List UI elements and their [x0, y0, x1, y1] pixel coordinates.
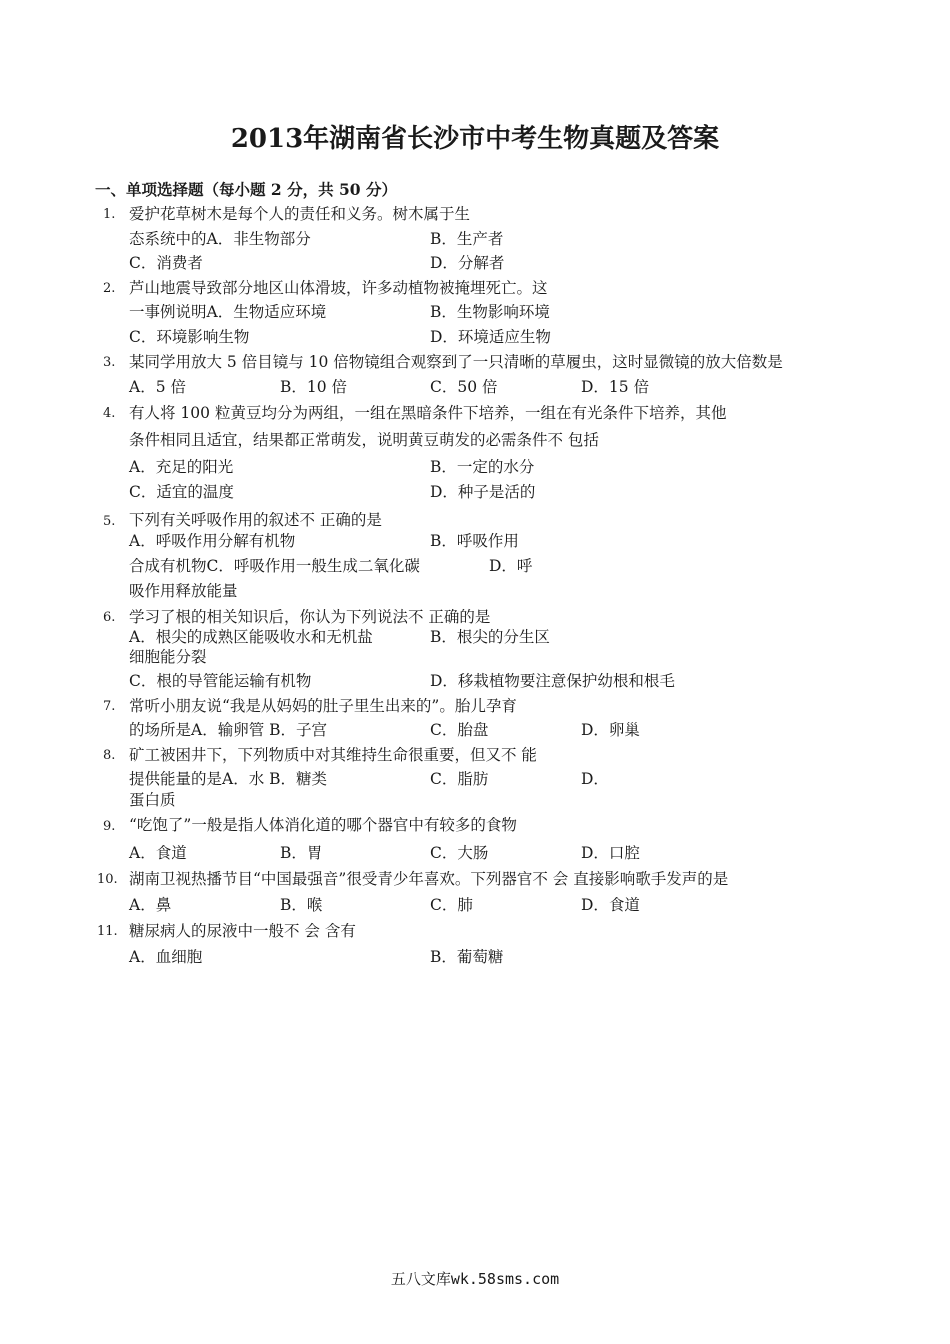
- question-text: 态系统中的A．非生物部分: [129, 230, 311, 248]
- option: D．呼: [489, 557, 533, 575]
- option: A．鼻: [129, 896, 172, 914]
- option: B．10 倍: [280, 378, 348, 396]
- section-heading: 一、单项选择题（每小题 2 分，共 50 分）: [95, 180, 397, 199]
- question-text: 湖南卫视热播节目“中国最强音”很受青少年喜欢。下列器官不 会 直接影响歌手发声的是: [129, 870, 729, 888]
- question-number: 9.: [103, 819, 116, 834]
- option: C．根的导管能运输有机物: [129, 672, 312, 690]
- option: 蛋白质: [129, 791, 176, 809]
- option: B．呼吸作用: [430, 532, 519, 550]
- option: D．15 倍: [581, 378, 650, 396]
- option: B．一定的水分: [430, 458, 535, 476]
- option: B．胃: [280, 844, 323, 862]
- option: A．根尖的成熟区能吸收水和无机盐: [129, 628, 373, 646]
- question-text: 学习了根的相关知识后，你认为下列说法不 正确的是: [129, 608, 491, 626]
- option: B．根尖的分生区: [430, 628, 550, 646]
- option: D．移栽植物要注意保护幼根和根毛: [430, 672, 675, 690]
- option: 细胞能分裂: [129, 648, 207, 666]
- option: C．大肠: [430, 844, 489, 862]
- option: B．生物影响环境: [430, 303, 550, 321]
- option: D．口腔: [581, 844, 640, 862]
- option: A．5 倍: [129, 378, 186, 396]
- question-text: 下列有关呼吸作用的叙述不 正确的是: [129, 511, 382, 529]
- question-text: “吃饱了”一般是指人体消化道的哪个器官中有较多的食物: [129, 816, 517, 834]
- question-text: 芦山地震导致部分地区山体滑坡，许多动植物被掩埋死亡。这: [129, 279, 548, 297]
- question-text: 爱护花草树木是每个人的责任和义务。树木属于生: [129, 205, 471, 223]
- footer-watermark: 五八文库wk.58sms.com: [390, 1270, 560, 1288]
- question-number: 4.: [103, 406, 116, 421]
- question-number: 1.: [103, 207, 116, 222]
- question-text: 矿工被困井下，下列物质中对其维持生命很重要，但又不 能: [129, 746, 537, 764]
- question-number: 2.: [103, 281, 116, 296]
- option: C．环境影响生物: [129, 328, 250, 346]
- option: D．分解者: [430, 254, 505, 272]
- option: B．生产者: [430, 230, 504, 248]
- option: B．葡萄糖: [430, 948, 504, 966]
- question-text: 一事例说明A．生物适应环境: [129, 303, 327, 321]
- option: C．胎盘: [430, 721, 489, 739]
- page-title: 2013年湖南省长沙市中考生物真题及答案: [230, 124, 720, 154]
- question-text: 糖尿病人的尿液中一般不 会 含有: [129, 922, 356, 940]
- option: 吸作用释放能量: [129, 582, 238, 600]
- question-number: 10.: [97, 872, 118, 887]
- option: 合成有机物C．呼吸作用一般生成二氧化碳: [129, 557, 420, 575]
- question-number: 7.: [103, 699, 116, 714]
- question-number: 5.: [103, 514, 116, 529]
- option: C．消费者: [129, 254, 203, 272]
- option: A．充足的阳光: [129, 458, 234, 476]
- question-number: 8.: [103, 748, 116, 763]
- option: A．食道: [129, 844, 187, 862]
- question-text: 常听小朋友说“我是从妈妈的肚子里生出来的”。胎儿孕育: [129, 697, 517, 715]
- question-text: 的场所是A．输卵管 B．子宫: [129, 721, 328, 739]
- option: B．喉: [280, 896, 323, 914]
- option: D．种子是活的: [430, 483, 536, 501]
- option: D．环境适应生物: [430, 328, 551, 346]
- option: D．食道: [581, 896, 640, 914]
- question-number: 11.: [97, 924, 118, 939]
- question-text: 有人将 100 粒黄豆均分为两组，一组在黑暗条件下培养，一组在有光条件下培养，其他: [129, 404, 727, 422]
- question-number: 3.: [103, 355, 116, 370]
- option: C．肺: [430, 896, 473, 914]
- question-text: 某同学用放大 5 倍目镜与 10 倍物镜组合观察到了一只清晰的草履虫，这时显微镜的放大倍数是: [129, 353, 783, 371]
- option: C．脂肪: [430, 770, 489, 788]
- option: C．适宜的温度: [129, 483, 234, 501]
- question-text: 提供能量的是A．水 B．糖类: [129, 770, 328, 788]
- option: D．: [581, 770, 609, 788]
- question-number: 6.: [103, 610, 116, 625]
- question-text: 条件相同且适宜，结果都正常萌发，说明黄豆萌发的必需条件不 包括: [129, 431, 599, 449]
- option: C．50 倍: [430, 378, 498, 396]
- option: D．卵巢: [581, 721, 640, 739]
- option: A．血细胞: [129, 948, 203, 966]
- option: A．呼吸作用分解有机物: [129, 532, 296, 550]
